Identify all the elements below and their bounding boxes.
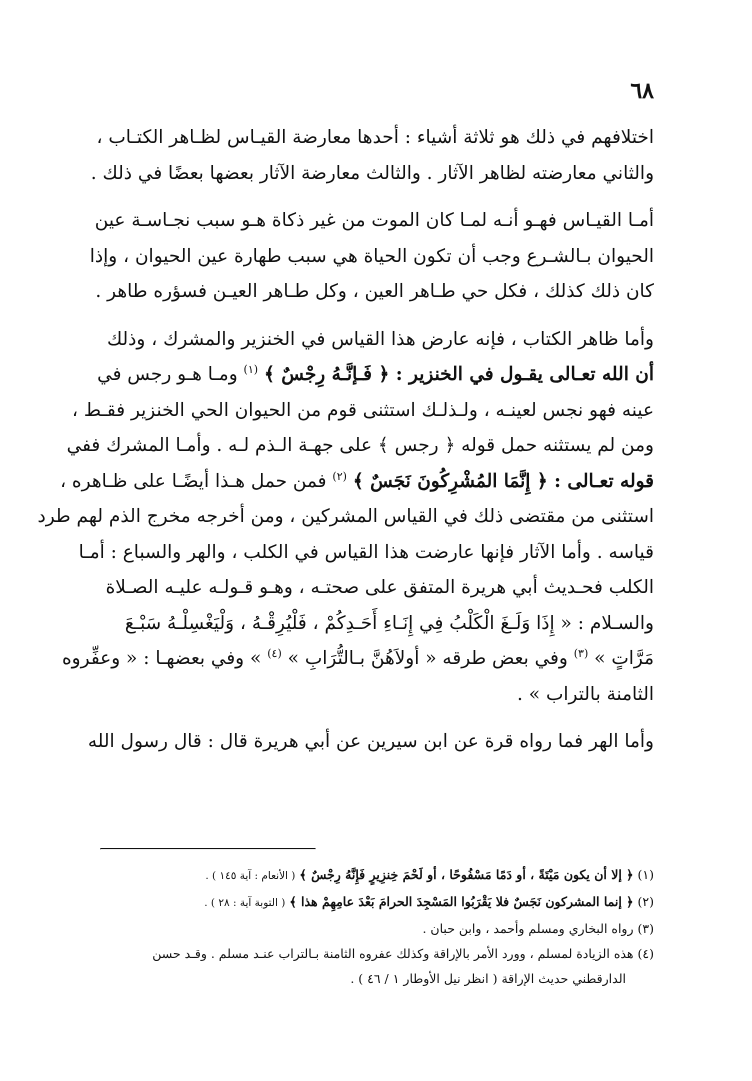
text-line: الثامنة بالتراب » . xyxy=(516,683,654,705)
footnote-4-continuation: الدارقطني حديث الإراقة ( انظر نيل الأوطار ١ / ٤٦ ) . xyxy=(350,971,626,986)
text-line: كان ذلك كذلك ، فكل حي طـاهر العين ، وكل طـاهر العيـن فسؤره طاهر . xyxy=(95,281,654,302)
footnote-4 xyxy=(94,941,654,966)
text-segment: فمن حمل هـذا أيضًـا على ظـاهره ، xyxy=(60,470,327,492)
hadith-end: مَرَّاتٍ » xyxy=(594,648,654,669)
text-line: اختلافهم في ذلك هو ثلاثة أشياء : أحدها معارضة القيـاس لظـاهر الكتـاب ، xyxy=(96,127,654,148)
footnote-2 xyxy=(94,889,654,916)
footnotes xyxy=(94,862,654,991)
quran-verse: أن الله تعـالى يقـول في الخنزير : ﴿ فَـإنَّـهُ رِجْسٌ ﴾ xyxy=(263,364,654,385)
page-number: ٦٨ xyxy=(630,78,654,104)
footnote-marker: (٤) xyxy=(637,946,654,961)
footnote-marker: (١) xyxy=(637,867,654,882)
footnote-divider xyxy=(100,848,316,850)
quran-verse: قوله تعـالى : ﴿ إِنَّمَا المُشْرِكُونَ نَجَسٌ ﴾ xyxy=(352,470,654,492)
footnote-ref[interactable]: (٣) xyxy=(573,646,589,660)
text-line: استثنى من مقتضى ذلك في القياس المشركين ، ومن أخرجه مخرج الذم لهم طرد xyxy=(37,506,654,527)
text-segment: وفي بعض طرقه « أولاَهُنَّ بـالتُّرَابِ » xyxy=(287,648,568,669)
footnote-3 xyxy=(94,916,654,941)
text-segment: » وفي بعضهـا : « وعفِّروه xyxy=(61,648,262,669)
hadith-line: والسـلام : « إِذَا وَلَـغَ الْكَلْبُ فِي إِنَـاءِ أَحَـدِكُمْ ، فَلْيُرِقْـهُ ، وَلْيَغْسِلْـهُ سَبْـعَ xyxy=(124,612,654,634)
text-line-with-ref xyxy=(60,464,654,500)
footnote-ref[interactable]: (١) xyxy=(243,362,259,376)
footnote-1 xyxy=(94,862,654,889)
text-segment: ومـا هـو رجس في xyxy=(97,364,238,385)
paragraph-4 xyxy=(87,724,654,760)
text-line: عينه فهو نجس لعينـه ، ولـذلـك استثنى قوم من الحيوان الحي الخنزير فقـط ، xyxy=(72,399,654,421)
footnote-text: رواه البخاري ومسلم وأحمد ، وابن حبان . xyxy=(422,921,634,936)
text-line: وأما الهر فما رواه قرة عن ابن سيرين عن أبي هريرة قال : قال رسول الله xyxy=(87,731,654,752)
main-text xyxy=(37,120,654,760)
paragraph-2 xyxy=(89,203,654,310)
text-line: قياسه . وأما الآثار فإنها عارضت هذا القياس في الكلب ، والهر والسباع : أمـا xyxy=(78,541,654,563)
footnote-citation: ( الأنعام : آية ١٤٥ ) . xyxy=(205,870,296,882)
text-line-with-ref xyxy=(61,641,654,677)
footnote-ref[interactable]: (٢) xyxy=(332,469,347,483)
footnote-text: ﴿ إلا أن يكون مَيْتَةً ، أو دَمًا مَسْفُوحًا ، أو لَحْمَ خِنزِيرٍ فَإِنَّهُ رِجْسٌ ﴾ xyxy=(299,867,634,882)
footnote-text: هذه الزيادة لمسلم ، وورد الأمر بالإراقة وكذلك عفروه الثامنة بـالتراب عنـد مسلم . وقـد حسن xyxy=(152,946,634,961)
paragraph-3 xyxy=(37,322,654,713)
text-line: والثاني معارضته لظاهر الآثار . والثالث معارضة الآثار بعضها بعضًا في ذلك . xyxy=(90,162,654,184)
text-line: ومن لم يستثنه حمل قوله ﴿ رجس ﴾ على جهـة الـذم لـه . وأمـا المشرك ففي xyxy=(66,435,654,456)
text-line: الكلب فحـديث أبي هريرة المتفق على صحتـه ، وهـو قـولـه عليـه الصـلاة xyxy=(105,577,654,598)
paragraph-1 xyxy=(90,120,654,191)
footnote-marker: (٢) xyxy=(637,894,654,909)
footnote-citation: ( التوبة آية : ٢٨ ) . xyxy=(204,897,286,909)
text-line: وأما ظاهر الكتاب ، فإنه عارض هذا القياس في الخنزير والمشرك ، وذلك xyxy=(106,328,654,350)
text-line: الحيوان بـالشـرع وجب أن تكون الحياة هي سبب طهارة عين الحيوان ، وإذا xyxy=(89,245,654,267)
text-line: أمـا القيـاس فهـو أنـه لمـا كان الموت من غير ذكاة هـو سبب نجـاسـة عين xyxy=(94,210,654,231)
text-line-with-ref xyxy=(97,357,654,393)
footnote-ref[interactable]: (٤) xyxy=(267,646,282,660)
footnote-marker: (٣) xyxy=(637,921,654,936)
footnote-text: ﴿ إنما المشركون نَجَسٌ فلا يَقْرَبُوا المَسْجِدَ الحرامَ بَعْدَ عامِهِمْ هذا ﴾ xyxy=(289,894,634,909)
